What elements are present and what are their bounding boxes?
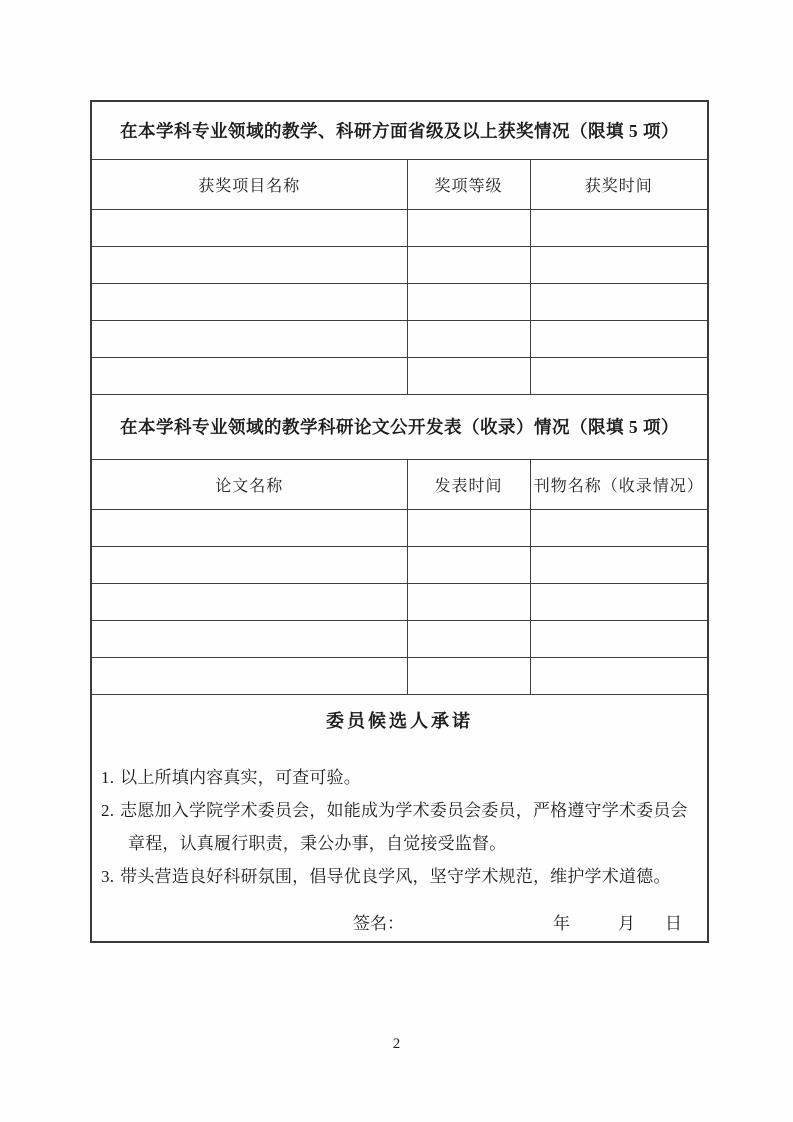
awards-empty-row [91,246,708,283]
commitment-item-1 [101,761,698,794]
table-cell-empty [407,320,530,357]
awards-header-award-date: 获奖时间 [530,159,708,209]
papers-empty-row [91,620,708,657]
awards-empty-row [91,320,708,357]
table-cell-empty [91,657,407,694]
awards-section-title: 在本学科专业领域的教学、科研方面省级及以上获奖情况（限填 5 项） [91,101,708,159]
papers-empty-row [91,657,708,694]
table-cell-empty [530,546,708,583]
table-cell-empty [91,583,407,620]
commitment-item-3 [101,860,698,893]
item-text: 志愿加入学院学术委员会，如能成为学术委员会委员，严格遵守学术委员会章程，认真履行职责，秉公办事，自觉接受监督。 [120,801,688,854]
table-cell-empty [91,209,407,246]
awards-empty-row [91,209,708,246]
table-cell-empty [91,620,407,657]
table-cell-empty [91,509,407,546]
awards-header-award-level: 奖项等级 [407,159,530,209]
table-cell-empty [530,357,708,394]
month-label: 月 [618,914,635,934]
table-cell-empty [407,246,530,283]
table-cell-empty [530,283,708,320]
year-label: 年 [553,914,570,934]
commitment-section [91,694,708,942]
commitment-title: 委员候选人承诺 [326,711,473,732]
table-cell-empty [407,283,530,320]
item-marker: 2. [101,801,115,821]
awards-header-project-name: 获奖项目名称 [91,159,407,209]
signature-label: 签名： [353,914,404,934]
table-cell-empty [407,357,530,394]
table-cell-empty [407,209,530,246]
table-cell-empty [530,246,708,283]
table-cell-empty [91,320,407,357]
awards-empty-row [91,357,708,394]
candidate-form-table [90,100,709,943]
item-marker: 1. [101,768,115,788]
page-number: 2 [392,1036,401,1052]
papers-header-publish-date: 发表时间 [407,459,530,509]
commitment-items [101,761,698,893]
signature-row [101,907,698,940]
table-cell-empty [530,583,708,620]
item-text: 带头营造良好科研氛围，倡导优良学风，坚守学术规范，维护学术道德。 [120,867,671,887]
item-marker: 3. [101,867,115,887]
table-cell-empty [530,509,708,546]
table-cell-empty [91,246,407,283]
table-cell-empty [530,657,708,694]
table-cell-empty [91,283,407,320]
table-cell-empty [407,620,530,657]
commitment-item-2 [101,794,698,860]
day-label: 日 [665,914,682,934]
table-cell-empty [91,546,407,583]
table-cell-empty [530,620,708,657]
papers-empty-row [91,583,708,620]
table-cell-empty [407,583,530,620]
papers-empty-row [91,546,708,583]
awards-empty-row [91,283,708,320]
table-cell-empty [407,509,530,546]
papers-section-title: 在本学科专业领域的教学科研论文公开发表（收录）情况（限填 5 项） [91,394,708,459]
table-cell-empty [407,546,530,583]
table-cell-empty [530,320,708,357]
papers-header-paper-name: 论文名称 [91,459,407,509]
table-cell-empty [91,357,407,394]
table-cell-empty [530,209,708,246]
papers-empty-row [91,509,708,546]
table-cell-empty [407,657,530,694]
item-text: 以上所填内容真实，可查可验。 [120,768,361,788]
papers-header-journal-name: 刊物名称（收录情况） [530,459,708,509]
